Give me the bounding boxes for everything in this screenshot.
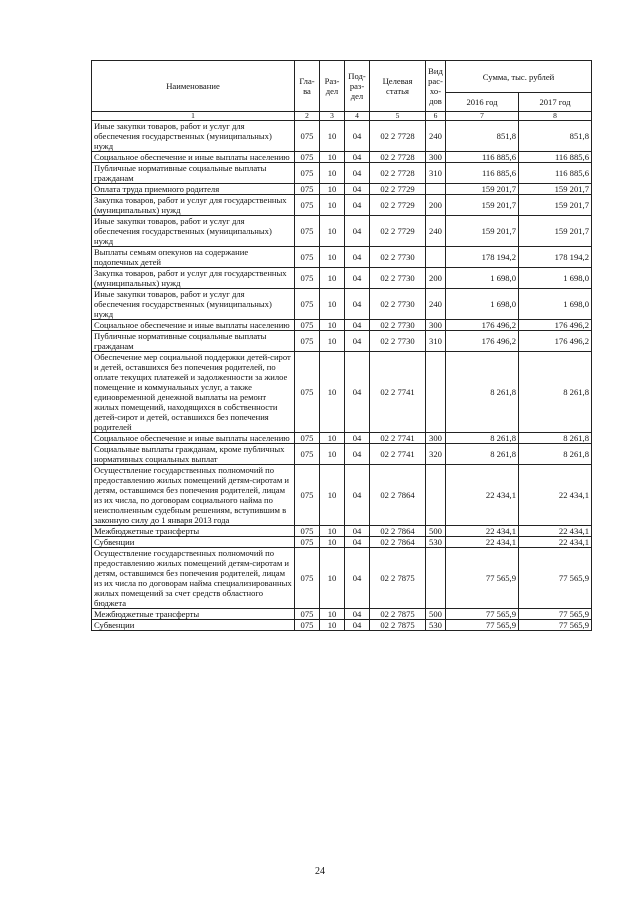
table-row	[92, 352, 592, 433]
row-name: Субвенции	[92, 620, 295, 631]
row-sum-2016: 116 885,6	[446, 152, 519, 163]
row-sum-2017: 22 434,1	[519, 537, 592, 548]
row-name: Закупка товаров, работ и услуг для государственных (муниципальных) нужд	[92, 268, 295, 289]
row-name: Обеспечение мер социальной поддержки детей-сирот и детей, оставшихся без попечения родителей, по оплате текущих платежей и задолженности за жилое помещение и коммунальных услуг, а также единовременной денежной выплаты на ремонт жилых помещений, находящихся в собственности детей-сирот и детей, оставшихся без попечения родителей	[92, 352, 295, 433]
row-sum-2017: 22 434,1	[519, 526, 592, 537]
header-vid: Вид рас-хо-дов	[426, 61, 446, 112]
row-sum-2016: 1 698,0	[446, 289, 519, 320]
table-row	[92, 320, 592, 331]
header-year-2017: 2017 год	[519, 93, 592, 112]
row-tselevaya-statya: 02 2 7741	[370, 352, 426, 433]
row-razdel: 10	[320, 289, 345, 320]
row-podrazdel: 04	[345, 548, 370, 609]
row-name: Осуществление государственных полномочий по предоставлению жилых помещений детям-сиротам и детям, оставшимся без попечения родителей, лицам из их числа, по договорам социального найма по неисполненным судебным решениям, вступившим в законную силу до 1 января 2013 года	[92, 465, 295, 526]
row-name: Социальные выплаты гражданам, кроме публичных нормативных социальных выплат	[92, 444, 295, 465]
row-glava: 075	[295, 289, 320, 320]
row-tselevaya-statya: 02 2 7730	[370, 289, 426, 320]
table-row	[92, 537, 592, 548]
row-razdel: 10	[320, 268, 345, 289]
row-glava: 075	[295, 331, 320, 352]
row-sum-2017: 8 261,8	[519, 444, 592, 465]
row-sum-2016: 22 434,1	[446, 526, 519, 537]
row-sum-2016: 77 565,9	[446, 609, 519, 620]
row-vid-raskhodov: 320	[426, 444, 446, 465]
row-name: Выплаты семьям опекунов на содержание подопечных детей	[92, 247, 295, 268]
row-sum-2016: 22 434,1	[446, 537, 519, 548]
row-glava: 075	[295, 195, 320, 216]
row-sum-2016: 159 201,7	[446, 195, 519, 216]
row-glava: 075	[295, 526, 320, 537]
row-name: Публичные нормативные социальные выплаты гражданам	[92, 163, 295, 184]
table-row	[92, 184, 592, 195]
table-row	[92, 609, 592, 620]
row-tselevaya-statya: 02 2 7730	[370, 320, 426, 331]
row-name: Субвенции	[92, 537, 295, 548]
col-number: 5	[370, 112, 426, 121]
row-sum-2016: 22 434,1	[446, 465, 519, 526]
row-vid-raskhodov: 240	[426, 216, 446, 247]
table-row	[92, 526, 592, 537]
row-sum-2017: 1 698,0	[519, 289, 592, 320]
row-tselevaya-statya: 02 2 7864	[370, 537, 426, 548]
table-row	[92, 465, 592, 526]
row-name: Публичные нормативные социальные выплаты гражданам	[92, 331, 295, 352]
row-sum-2016: 176 496,2	[446, 320, 519, 331]
table-row	[92, 548, 592, 609]
row-podrazdel: 04	[345, 195, 370, 216]
row-podrazdel: 04	[345, 121, 370, 152]
row-podrazdel: 04	[345, 268, 370, 289]
row-sum-2016: 8 261,8	[446, 433, 519, 444]
row-vid-raskhodov: 300	[426, 433, 446, 444]
row-sum-2017: 178 194,2	[519, 247, 592, 268]
row-vid-raskhodov: 500	[426, 526, 446, 537]
col-number: 6	[426, 112, 446, 121]
row-glava: 075	[295, 216, 320, 247]
row-sum-2017: 77 565,9	[519, 620, 592, 631]
row-glava: 075	[295, 620, 320, 631]
table-row	[92, 620, 592, 631]
header-name: Наименование	[92, 61, 295, 112]
row-podrazdel: 04	[345, 352, 370, 433]
row-razdel: 10	[320, 465, 345, 526]
row-sum-2016: 1 698,0	[446, 268, 519, 289]
row-sum-2016: 159 201,7	[446, 184, 519, 195]
row-name: Социальное обеспечение и иные выплаты населению	[92, 433, 295, 444]
row-podrazdel: 04	[345, 320, 370, 331]
table-row	[92, 433, 592, 444]
row-glava: 075	[295, 152, 320, 163]
row-name: Оплата труда приемного родителя	[92, 184, 295, 195]
row-glava: 075	[295, 320, 320, 331]
row-tselevaya-statya: 02 2 7728	[370, 163, 426, 184]
row-glava: 075	[295, 465, 320, 526]
column-number-row	[92, 112, 592, 121]
row-tselevaya-statya: 02 2 7730	[370, 331, 426, 352]
row-vid-raskhodov: 310	[426, 163, 446, 184]
row-name: Социальное обеспечение и иные выплаты населению	[92, 320, 295, 331]
row-tselevaya-statya: 02 2 7741	[370, 433, 426, 444]
row-name: Осуществление государственных полномочий по предоставлению жилых помещений детям-сиротам и детям, оставшимся без попечения родителей, лицам из их числа по договорам найма специализированных жилых помещений за счет средств областного бюджета	[92, 548, 295, 609]
row-vid-raskhodov: 200	[426, 195, 446, 216]
page-number: 24	[315, 866, 325, 877]
row-glava: 075	[295, 609, 320, 620]
row-sum-2016: 178 194,2	[446, 247, 519, 268]
row-podrazdel: 04	[345, 526, 370, 537]
table-row	[92, 195, 592, 216]
row-tselevaya-statya: 02 2 7864	[370, 465, 426, 526]
budget-table	[91, 60, 592, 631]
table-row	[92, 121, 592, 152]
row-sum-2016: 159 201,7	[446, 216, 519, 247]
row-name: Иные закупки товаров, работ и услуг для обеспечения государственных (муниципальных) нужд	[92, 121, 295, 152]
row-podrazdel: 04	[345, 444, 370, 465]
row-glava: 075	[295, 121, 320, 152]
row-name: Межбюджетные трансферты	[92, 609, 295, 620]
row-tselevaya-statya: 02 2 7728	[370, 152, 426, 163]
header-glava: Гла-ва	[295, 61, 320, 112]
row-razdel: 10	[320, 548, 345, 609]
row-vid-raskhodov	[426, 247, 446, 268]
table-row	[92, 152, 592, 163]
header-tselevaya: Целевая статья	[370, 61, 426, 112]
row-razdel: 10	[320, 121, 345, 152]
row-razdel: 10	[320, 184, 345, 195]
row-podrazdel: 04	[345, 152, 370, 163]
row-razdel: 10	[320, 526, 345, 537]
row-glava: 075	[295, 433, 320, 444]
header-podrazdel: Под-раз-дел	[345, 61, 370, 112]
row-vid-raskhodov: 300	[426, 152, 446, 163]
row-sum-2017: 8 261,8	[519, 352, 592, 433]
row-glava: 075	[295, 247, 320, 268]
row-vid-raskhodov: 530	[426, 537, 446, 548]
row-tselevaya-statya: 02 2 7728	[370, 121, 426, 152]
row-podrazdel: 04	[345, 433, 370, 444]
col-number: 1	[92, 112, 295, 121]
row-vid-raskhodov	[426, 352, 446, 433]
row-sum-2016: 116 885,6	[446, 163, 519, 184]
row-glava: 075	[295, 163, 320, 184]
row-podrazdel: 04	[345, 289, 370, 320]
header-year-2016: 2016 год	[446, 93, 519, 112]
col-number: 4	[345, 112, 370, 121]
table-row	[92, 247, 592, 268]
row-sum-2016: 8 261,8	[446, 444, 519, 465]
row-vid-raskhodov	[426, 184, 446, 195]
row-vid-raskhodov	[426, 465, 446, 526]
row-sum-2016: 77 565,9	[446, 548, 519, 609]
row-sum-2017: 159 201,7	[519, 195, 592, 216]
row-vid-raskhodov	[426, 548, 446, 609]
row-glava: 075	[295, 184, 320, 195]
row-sum-2017: 159 201,7	[519, 216, 592, 247]
row-sum-2017: 1 698,0	[519, 268, 592, 289]
row-name: Социальное обеспечение и иные выплаты населению	[92, 152, 295, 163]
col-number: 2	[295, 112, 320, 121]
row-razdel: 10	[320, 537, 345, 548]
row-podrazdel: 04	[345, 609, 370, 620]
row-podrazdel: 04	[345, 216, 370, 247]
row-vid-raskhodov: 200	[426, 268, 446, 289]
row-name: Межбюджетные трансферты	[92, 526, 295, 537]
col-number: 7	[446, 112, 519, 121]
row-sum-2017: 8 261,8	[519, 433, 592, 444]
row-razdel: 10	[320, 152, 345, 163]
row-glava: 075	[295, 268, 320, 289]
row-tselevaya-statya: 02 2 7864	[370, 526, 426, 537]
row-razdel: 10	[320, 352, 345, 433]
row-glava: 075	[295, 537, 320, 548]
row-razdel: 10	[320, 247, 345, 268]
row-sum-2017: 176 496,2	[519, 320, 592, 331]
row-tselevaya-statya: 02 2 7730	[370, 268, 426, 289]
row-vid-raskhodov: 300	[426, 320, 446, 331]
row-razdel: 10	[320, 620, 345, 631]
row-tselevaya-statya: 02 2 7729	[370, 184, 426, 195]
row-podrazdel: 04	[345, 184, 370, 195]
row-vid-raskhodov: 310	[426, 331, 446, 352]
table-row	[92, 289, 592, 320]
table-row	[92, 163, 592, 184]
col-number: 3	[320, 112, 345, 121]
row-podrazdel: 04	[345, 537, 370, 548]
col-number: 8	[519, 112, 592, 121]
row-sum-2017: 851,8	[519, 121, 592, 152]
row-podrazdel: 04	[345, 331, 370, 352]
row-sum-2017: 77 565,9	[519, 609, 592, 620]
row-tselevaya-statya: 02 2 7875	[370, 620, 426, 631]
row-razdel: 10	[320, 216, 345, 247]
header-razdel: Раз-дел	[320, 61, 345, 112]
row-razdel: 10	[320, 331, 345, 352]
row-razdel: 10	[320, 433, 345, 444]
row-razdel: 10	[320, 163, 345, 184]
row-podrazdel: 04	[345, 163, 370, 184]
row-razdel: 10	[320, 320, 345, 331]
row-sum-2016: 851,8	[446, 121, 519, 152]
table-row	[92, 268, 592, 289]
row-vid-raskhodov: 240	[426, 289, 446, 320]
row-sum-2016: 176 496,2	[446, 331, 519, 352]
row-vid-raskhodov: 500	[426, 609, 446, 620]
row-glava: 075	[295, 444, 320, 465]
row-vid-raskhodov: 530	[426, 620, 446, 631]
table-row	[92, 216, 592, 247]
row-vid-raskhodov: 240	[426, 121, 446, 152]
row-tselevaya-statya: 02 2 7729	[370, 216, 426, 247]
row-name: Иные закупки товаров, работ и услуг для обеспечения государственных (муниципальных) нужд	[92, 216, 295, 247]
row-name: Закупка товаров, работ и услуг для государственных (муниципальных) нужд	[92, 195, 295, 216]
row-sum-2017: 116 885,6	[519, 163, 592, 184]
row-sum-2017: 22 434,1	[519, 465, 592, 526]
header-summa: Сумма, тыс. рублей	[446, 61, 592, 93]
row-sum-2017: 159 201,7	[519, 184, 592, 195]
row-glava: 075	[295, 352, 320, 433]
row-sum-2017: 176 496,2	[519, 331, 592, 352]
row-sum-2017: 116 885,6	[519, 152, 592, 163]
table-row	[92, 331, 592, 352]
row-glava: 075	[295, 548, 320, 609]
row-tselevaya-statya: 02 2 7741	[370, 444, 426, 465]
row-razdel: 10	[320, 444, 345, 465]
row-tselevaya-statya: 02 2 7875	[370, 609, 426, 620]
row-tselevaya-statya: 02 2 7730	[370, 247, 426, 268]
row-sum-2016: 77 565,9	[446, 620, 519, 631]
row-podrazdel: 04	[345, 247, 370, 268]
row-sum-2017: 77 565,9	[519, 548, 592, 609]
row-tselevaya-statya: 02 2 7875	[370, 548, 426, 609]
row-podrazdel: 04	[345, 620, 370, 631]
row-sum-2016: 8 261,8	[446, 352, 519, 433]
row-name: Иные закупки товаров, работ и услуг для обеспечения государственных (муниципальных) нужд	[92, 289, 295, 320]
row-podrazdel: 04	[345, 465, 370, 526]
row-razdel: 10	[320, 609, 345, 620]
row-tselevaya-statya: 02 2 7729	[370, 195, 426, 216]
row-razdel: 10	[320, 195, 345, 216]
table-row	[92, 444, 592, 465]
